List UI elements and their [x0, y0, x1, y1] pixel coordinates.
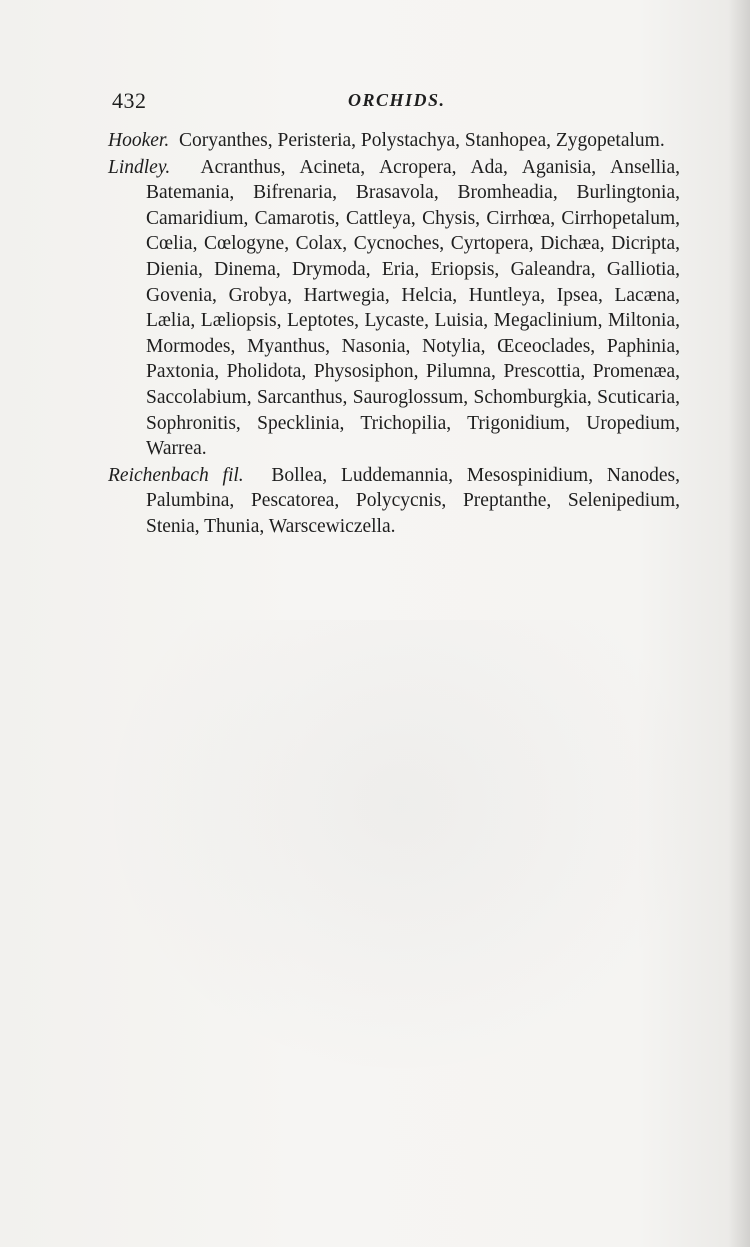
show-through-shadow — [100, 620, 700, 1080]
entry-hooker — [108, 128, 680, 154]
author-name: Hooker. — [108, 130, 170, 151]
running-title: ORCHIDS. — [348, 90, 446, 110]
page-header — [112, 88, 672, 118]
genera-text: Bollea, Luddemannia, Mesospinidium, Nanodes, Palumbina, Pescatorea, Polycycnis, Preptanthe, Selenipedium, Stenia, Thunia, Warscewiczella. — [146, 464, 681, 537]
entry-lindley — [108, 155, 680, 462]
genera-text: Acranthus, Acineta, Acropera, Ada, Aganisia, Ansellia, Batemania, Bifrenaria, Brasavola, Bromheadia, Burlingtonia, Camaridium, Camarotis, Cattleya, Chysis, Cirrhœa, Cirrhopetalum, Cœlia, Cœlogyne, Colax, Cycnoches, Cyrtopera, Dichæa, Dicripta, Dienia, Dinema, Drymoda, Eria, Eriopsis, Galeandra, Galliotia, Govenia, Grobya, Hartwegia, Helcia, Huntleya, Ipsea, Lacæna, Lælia, Læliopsis, Leptotes, Lycaste, Luisia, Megaclinium, Miltonia, Mormodes, Myanthus, Nasonia, Notylia, Œceoclades, Paphinia, Paxtonia, Pholidota, Physosiphon, Pilumna, Prescottia, Promenæa, Saccolabium, Sarcanthus, Sauroglossum, Schomburgkia, Scuticaria, Sophronitis, Specklinia, Trichopilia, Trigonidium, Uropedium, Warrea. — [146, 156, 681, 460]
genera-list — [108, 128, 680, 541]
author-name: Lindley. — [108, 156, 171, 178]
author-name: Reichenbach fil. — [108, 464, 244, 486]
page-edge-shadow — [728, 0, 750, 1247]
page-number: 432 — [112, 88, 147, 113]
genera-text: Coryanthes, Peristeria, Polystachya, Stanhopea, Zygopetalum. — [178, 130, 665, 151]
entry-reichenbach — [108, 463, 680, 540]
